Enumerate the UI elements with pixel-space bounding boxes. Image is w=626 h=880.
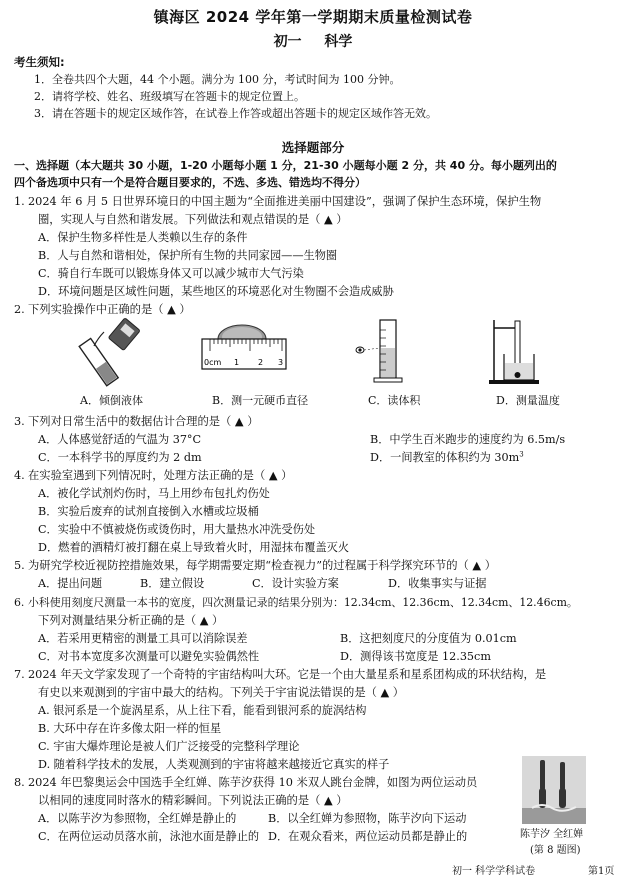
q6-option-a: A．若采用更精密的测量工具可以消除误差 <box>38 632 248 645</box>
notes-heading: 考生须知: <box>14 55 65 69</box>
q8-option-d: D．在观众看来，两位运动员都是静止的 <box>268 830 468 843</box>
svg-text:3: 3 <box>278 358 284 367</box>
q5-option-b: B．建立假设 <box>140 577 205 590</box>
q5-stem: 5. 为研究学校近视防控措施效果，每学期需要定期“检查视力”的过程属于科学探究环节的（ ▲ ） <box>14 559 497 572</box>
figure-coin-ruler <box>200 323 288 381</box>
q5-option-d: D．收集事实与证据 <box>388 577 487 590</box>
q6-option-b: B．这把刻度尺的分度值为 0.01cm <box>340 632 517 645</box>
q2-option-a: A．倾倒液体 <box>80 394 143 407</box>
photo-caption-names: 陈芋汐 全红婵 <box>520 829 584 840</box>
q5-option-c: C．设计实验方案 <box>252 577 339 590</box>
q7-option-c: C. 宇宙大爆炸理论是被人们广泛接受的完整科学理论 <box>38 740 300 753</box>
footer-page-number: 第1页 <box>588 866 615 877</box>
q3-option-c: C．一本科学书的厚度约为 2 dm <box>38 451 202 464</box>
exam-subtitle: 初一 科学 <box>273 34 353 50</box>
q7-option-d: D. 随着科学技术的发展，人类观测到的宇宙将越来越接近它真实的样子 <box>38 758 390 771</box>
q8-option-a: A．以陈芋汐为参照物，全红婵是静止的 <box>38 812 237 825</box>
photo-caption-figure: (第 8 题图) <box>530 845 581 856</box>
section-heading: 选择题部分 <box>281 140 345 155</box>
svg-text:1: 1 <box>234 358 240 367</box>
figure-thermometer-beaker <box>488 318 546 386</box>
diving-photo <box>522 756 586 824</box>
q1-option-a: A．保护生物多样性是人类赖以生存的条件 <box>38 231 248 244</box>
svg-text:0cm: 0cm <box>204 358 222 367</box>
note-2: 2．请将学校、姓名、班级填写在答题卡的规定位置上。 <box>34 90 305 103</box>
q4-option-d: D．燃着的酒精灯被打翻在桌上导致着火时，用湿抹布覆盖灭火 <box>38 541 350 554</box>
q3-option-a: A．人体感觉舒适的气温为 37°C <box>38 433 202 446</box>
q2-option-c: C．读体积 <box>368 394 421 407</box>
note-3: 3．请在答题卡的规定区域作答，在试卷上作答或超出答题卡的规定区域作答无效。 <box>34 107 437 120</box>
q2-option-b: B．测一元硬币直径 <box>212 394 309 407</box>
q7-option-a: A. 银河系是一个旋涡星系，从上往下看，能看到银河系的旋涡结构 <box>38 704 367 717</box>
q1-option-c: C．骑自行车既可以锻炼身体又可以减少城市大气污染 <box>38 267 304 280</box>
q8-line1: 8. 2024 年巴黎奥运会中国选手全红婵、陈芋汐获得 10 米双人跳台金牌，如图为两位运动员 <box>14 776 478 789</box>
q6-option-c: C．对书本宽度多次测量可以避免实验偶然性 <box>38 650 260 663</box>
q6-line1: 6. 小科使用刻度尺测量一本书的宽度，四次测量记录的结果分别为：12.34cm、12.36cm、12.34cm、12.46cm。 <box>14 596 578 609</box>
exam-title: 镇海区 2024 学年第一学期期末质量检测试卷 <box>153 8 473 26</box>
q7-line2: 有史以来观测到的宇宙中最大的结构。下列关于宇宙说法错误的是（ ▲ ） <box>38 686 405 699</box>
q8-line2: 以相同的速度同时落水的精彩瞬间。下列说法正确的是（ ▲ ） <box>38 794 348 807</box>
q4-option-a: A．被化学试剂灼伤时，马上用纱布包扎灼伤处 <box>38 487 270 500</box>
q1-option-b: B．人与自然和谐相处，保护所有生物的共同家园——生物圈 <box>38 249 338 262</box>
q4-option-c: C．实验中不慎被烧伤或烫伤时，用大量热水冲洗受伤处 <box>38 523 316 536</box>
q1-line1: 1. 2024 年 6 月 5 日世界环境日的中国主题为“全面推进美丽中国建设”，强调了保护生态环境，保护生物 <box>14 195 542 208</box>
q8-option-c: C．在两位运动员落水前，泳池水面是静止的 <box>38 830 260 843</box>
q4-option-b: B．实验后废弃的试剂直接倒入水槽或垃圾桶 <box>38 505 259 518</box>
q2-stem: 2. 下列实验操作中正确的是（ ▲ ） <box>14 303 191 316</box>
q7-option-b: B. 大环中存在许多像太阳一样的恒星 <box>38 722 222 735</box>
q7-line1: 7. 2024 年天文学家发现了一个奇特的宇宙结构叫大环。它是一个由大量星系和星系团构成的环状结构，是 <box>14 668 547 681</box>
q6-option-d: D．测得该书宽度是 12.35cm <box>340 650 491 663</box>
note-1: 1．全卷共四个大题，44 个小题。满分为 100 分，考试时间为 100 分钟。 <box>34 73 401 86</box>
q1-option-d: D．环境问题是区域性问题，某些地区的环境恶化对生物圈不会造成威胁 <box>38 285 394 298</box>
q5-option-a: A．提出问题 <box>38 577 103 590</box>
q4-stem: 4. 在实验室遇到下列情况时，处理方法正确的是（ ▲ ） <box>14 469 293 482</box>
q3-stem: 3. 下列对日常生活中的数据估计合理的是（ ▲ ） <box>14 415 259 428</box>
q3-option-d: D．一间教室的体积约为 $30m^3$ <box>370 450 524 464</box>
section-intro-line2: 四个备选项中只有一个是符合题目要求的，不选、多选、错选均不得分） <box>14 176 366 189</box>
figure-graduated-cylinder <box>352 318 412 386</box>
q1-line2: 圈，实现人与自然和谐发展。下列做法和观点错误的是（ ▲ ） <box>38 213 348 226</box>
footer-subject: 初一 科学学科试卷 <box>452 866 536 877</box>
q6-line2: 下列对测量结果分析正确的是（ ▲ ） <box>38 614 224 627</box>
section-intro-line1: 一、选择题（本大题共 30 小题，1-20 小题每小题 1 分，21-30 小题每小题 2 分，共 40 分。每小题列出的 <box>14 159 557 172</box>
q2-option-d: D．测量温度 <box>496 394 560 407</box>
q8-option-b: B．以全红婵为参照物，陈芋汐向下运动 <box>268 812 467 825</box>
svg-text:2: 2 <box>258 358 264 367</box>
q3-option-b: B．中学生百米跑步的速度约为 6.5m/s <box>370 433 566 446</box>
figure-pouring-liquid <box>66 318 146 388</box>
